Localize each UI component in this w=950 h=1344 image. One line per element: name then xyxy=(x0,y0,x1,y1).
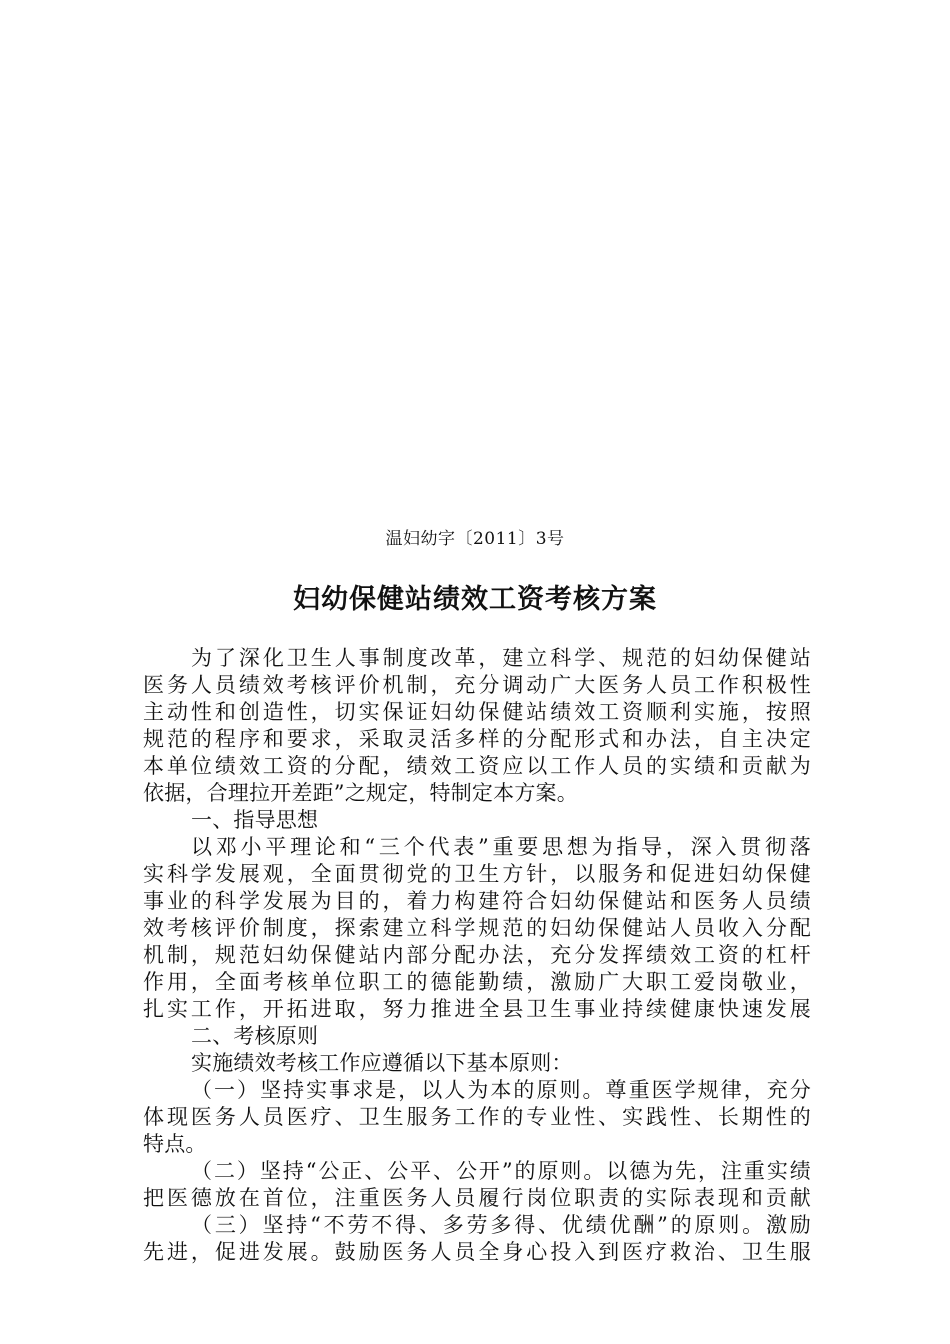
body-line: 一、指导思想 xyxy=(191,808,319,832)
body-line: 实施绩效考核工作应遵循以下基本原则： xyxy=(191,1051,573,1075)
body-line: 先进，促进发展。鼓励医务人员全身心投入到医疗救治、卫生服 xyxy=(143,1240,811,1264)
body-line: （一）坚持实事求是，以人为本的原则。尊重医学规律，充分 xyxy=(191,1078,811,1102)
body-line: 把医德放在首位，注重医务人员履行岗位职责的实际表现和贡献 xyxy=(143,1186,811,1210)
document-title: 妇幼保健站绩效工资考核方案 xyxy=(293,584,657,615)
body-line: 特点。 xyxy=(143,1132,207,1156)
body-line: 主动性和创造性，切实保证妇幼保健站绩效工资顺利实施，按照 xyxy=(143,700,811,724)
body-line: 本单位绩效工资的分配，绩效工资应以工作人员的实绩和贡献为 xyxy=(143,754,811,778)
body-line: （三）坚持“不劳不得、多劳多得、优绩优酬”的原则。激励 xyxy=(191,1213,811,1237)
document-number: 温妇幼字〔2011〕3号 xyxy=(385,529,565,549)
document-body xyxy=(143,645,811,1266)
body-line: （二）坚持“公正、公平、公开”的原则。以德为先，注重实绩 xyxy=(191,1159,811,1183)
body-line: 规范的程序和要求，采取灵活多样的分配形式和办法，自主决定 xyxy=(143,727,811,751)
body-line: 医务人员绩效考核评价机制，充分调动广大医务人员工作积极性 xyxy=(143,673,811,697)
body-line: 事业的科学发展为目的，着力构建符合妇幼保健站和医务人员绩 xyxy=(143,889,811,913)
body-line: 作用，全面考核单位职工的德能勤绩，激励广大职工爱岗敬业， xyxy=(143,970,811,994)
body-line: 体现医务人员医疗、卫生服务工作的专业性、实践性、长期性的 xyxy=(143,1105,811,1129)
body-line: 依据，合理拉开差距”之规定，特制定本方案。 xyxy=(143,781,578,805)
body-line: 机制，规范妇幼保健站内部分配办法，充分发挥绩效工资的杠杆 xyxy=(143,943,811,967)
body-line: 二、考核原则 xyxy=(191,1024,319,1048)
body-line: 为了深化卫生人事制度改革，建立科学、规范的妇幼保健站 xyxy=(191,646,811,670)
body-line: 效考核评价制度，探索建立科学规范的妇幼保健站人员收入分配 xyxy=(143,916,811,940)
body-line: 以邓小平理论和“三个代表”重要思想为指导，深入贯彻落 xyxy=(191,835,811,859)
body-line: 扎实工作，开拓进取，努力推进全县卫生事业持续健康快速发展 xyxy=(143,997,811,1021)
body-line: 实科学发展观，全面贯彻党的卫生方针，以服务和促进妇幼保健 xyxy=(143,862,811,886)
